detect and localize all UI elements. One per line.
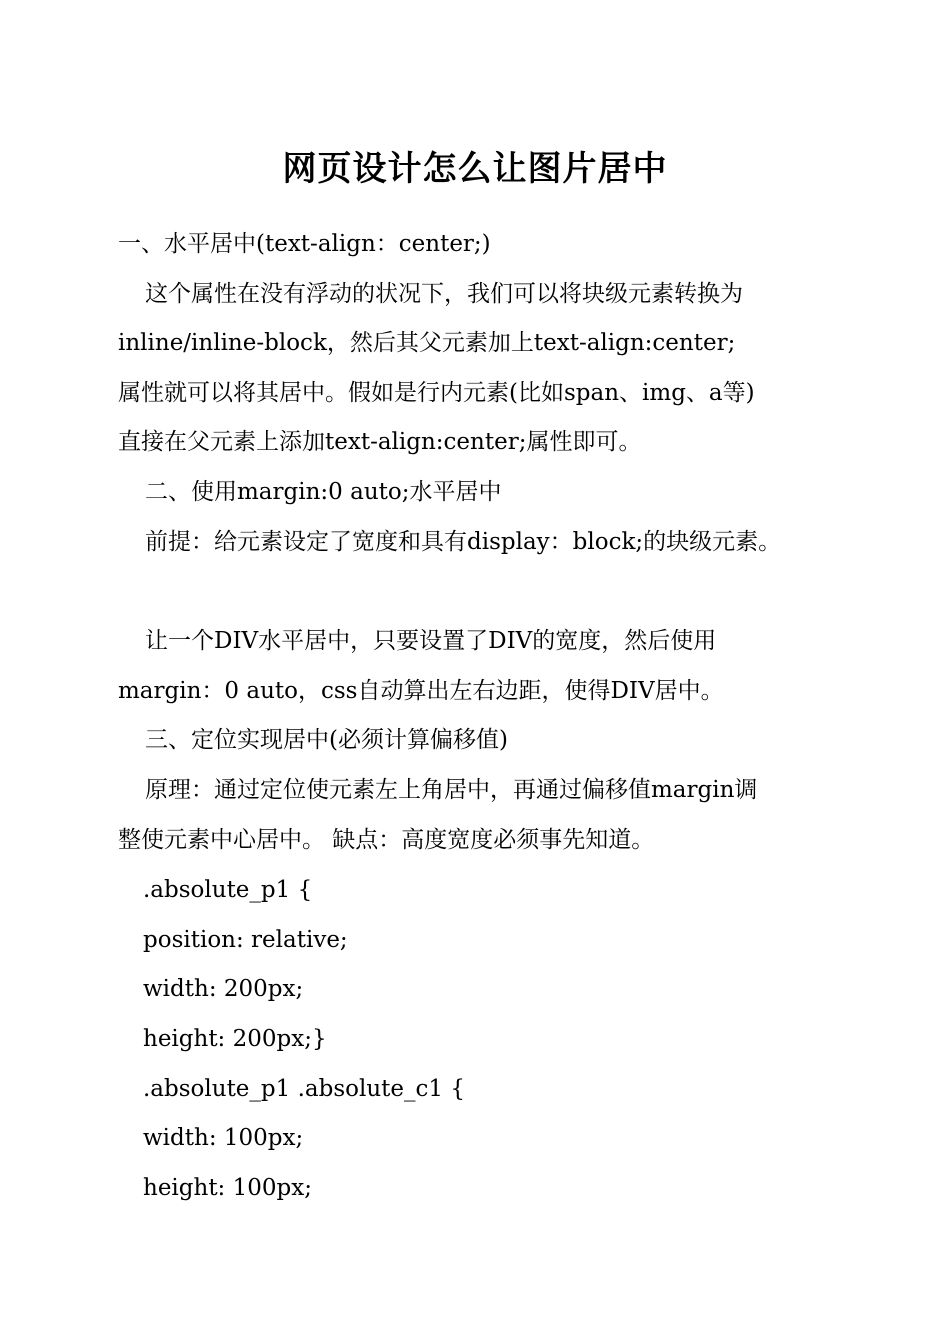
section-heading-margin-auto: 二、使用margin:0 auto;水平居中 bbox=[145, 479, 502, 505]
paragraph-line: 属性就可以将其居中。假如是行内元素(比如span、img、a等) bbox=[118, 380, 755, 406]
code-line: height: 100px; bbox=[143, 1175, 312, 1201]
paragraph-line: 原理：通过定位使元素左上角居中，再通过偏移值margin调 bbox=[145, 777, 758, 803]
section-heading-positioning: 三、定位实现居中(必须计算偏移值) bbox=[145, 727, 508, 753]
paragraph-line: inline/inline-block，然后其父元素加上text-align:center; bbox=[118, 330, 736, 356]
code-line: width: 100px; bbox=[143, 1125, 304, 1151]
section-heading-horizontal-center: 一、水平居中(text-align：center;) bbox=[118, 231, 491, 257]
paragraph-line: 直接在父元素上添加text-align:center;属性即可。 bbox=[118, 429, 642, 455]
code-line: width: 200px; bbox=[143, 976, 304, 1002]
paragraph-line: 整使元素中心居中。 缺点：高度宽度必须事先知道。 bbox=[118, 827, 655, 853]
code-line: .absolute_p1 { bbox=[143, 877, 313, 903]
paragraph-line: 前提：给元素设定了宽度和具有display：block;的块级元素。 bbox=[145, 529, 782, 555]
paragraph-line: 这个属性在没有浮动的状况下，我们可以将块级元素转换为 bbox=[145, 281, 743, 307]
paragraph-line: margin：0 auto，css自动算出左右边距，使得DIV居中。 bbox=[118, 678, 724, 704]
code-line: height: 200px;} bbox=[143, 1026, 327, 1052]
code-line: position: relative; bbox=[143, 927, 348, 953]
code-line: .absolute_p1 .absolute_c1 { bbox=[143, 1076, 465, 1102]
document-title: 网页设计怎么让图片居中 bbox=[282, 149, 668, 189]
paragraph-line: 让一个DIV水平居中，只要设置了DIV的宽度，然后使用 bbox=[145, 628, 717, 654]
